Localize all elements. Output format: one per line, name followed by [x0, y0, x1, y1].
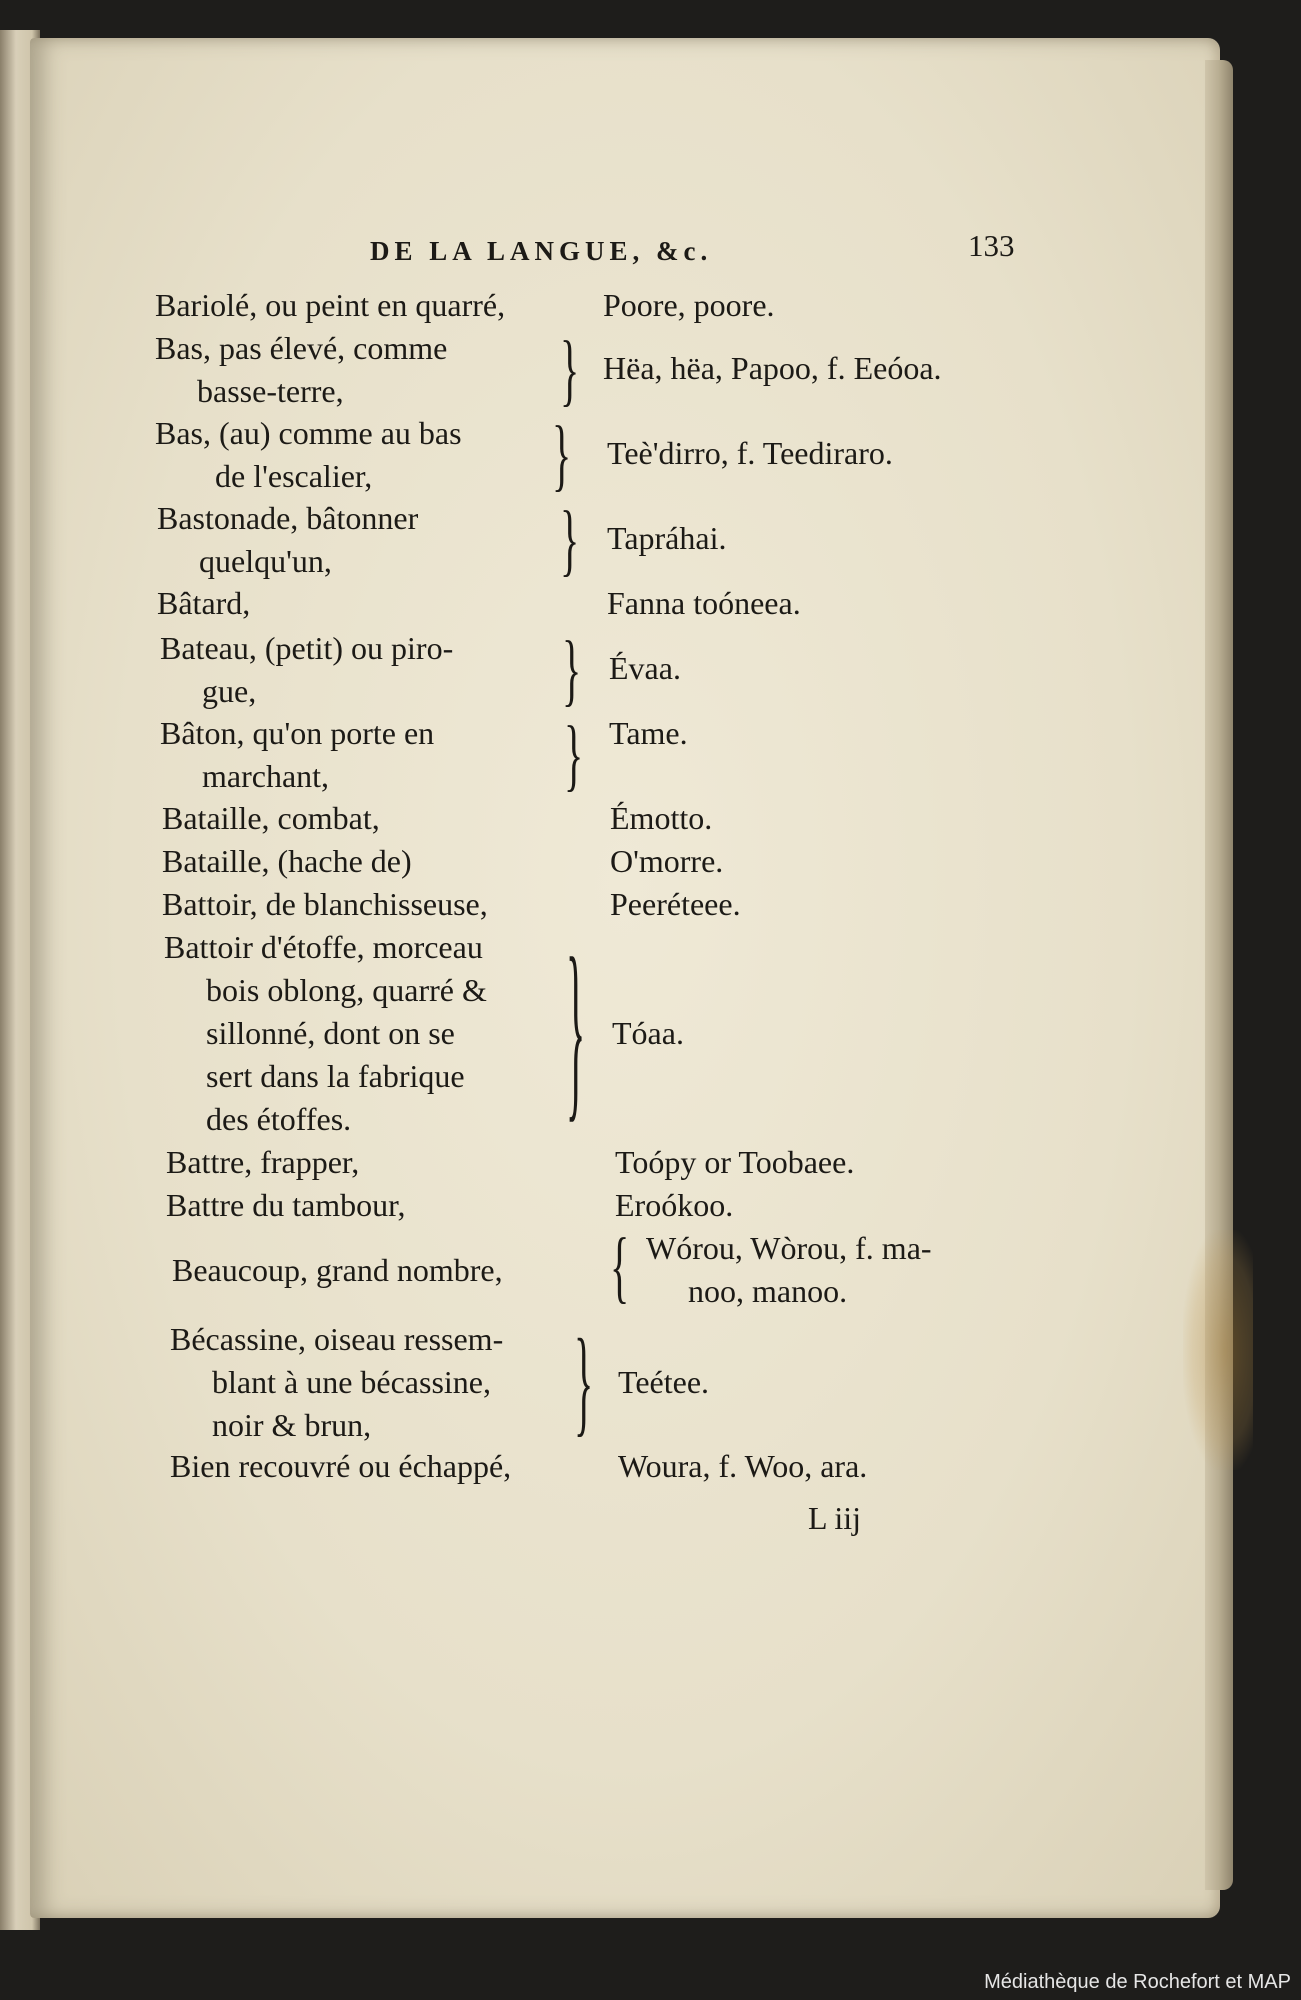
signature-mark: L iij [808, 1500, 862, 1536]
tahitian-term: Tóaa. [612, 1015, 684, 1051]
brace-icon: } [566, 915, 586, 1140]
tahitian-term: Wórou, Wòrou, f. ma- noo, manoo. [646, 1230, 932, 1309]
french-term: Bâtard, [157, 585, 251, 621]
brace-icon: { [610, 1221, 630, 1311]
tahitian-term: Toópy or Toobaee. [615, 1144, 855, 1180]
tahitian-term: Woura, f. Woo, ara. [618, 1448, 868, 1484]
brace-icon: } [552, 409, 572, 499]
brace-icon: } [562, 624, 582, 714]
french-term: Battre, frapper, [166, 1144, 360, 1180]
french-term: Battre du tambour, [166, 1187, 406, 1223]
tahitian-term: Teè'dirro, f. Teediraro. [607, 435, 893, 471]
french-term: Bâton, qu'on porte en marchant, [160, 715, 435, 794]
french-term: Bastonade, bâtonner quelqu'un, [157, 500, 419, 579]
french-term: Beaucoup, grand nombre, [172, 1252, 503, 1288]
brace-icon: } [564, 709, 584, 799]
brace-icon: } [574, 1313, 594, 1448]
brace-icon: } [560, 494, 580, 584]
french-term: Bécassine, oiseau ressem- blant à une bécassine, noir & brun, [170, 1321, 504, 1443]
tahitian-term: Tame. [609, 715, 688, 751]
french-term: Bariolé, ou peint en quarré, [155, 287, 506, 323]
french-term: Bataille, (hache de) [162, 843, 412, 879]
french-term: Bien recouvré ou échappé, [170, 1448, 512, 1484]
french-term: Battoir, de blanchisseuse, [162, 886, 488, 922]
tahitian-term: Peeréteee. [610, 886, 741, 922]
tahitian-term: Fanna toóneea. [607, 585, 801, 621]
tahitian-term: Tapráhai. [607, 520, 727, 556]
tahitian-term: Émotto. [610, 800, 713, 836]
french-term: Bataille, combat, [162, 800, 380, 836]
tahitian-term: Poore, poore. [603, 287, 775, 323]
tahitian-term: Eroókoo. [615, 1187, 734, 1223]
image-credit: Médiathèque de Rochefort et MAP [984, 1971, 1291, 1993]
tahitian-term: Évaa. [609, 650, 681, 686]
page-number: 133 [968, 228, 1015, 263]
french-term: Bas, (au) comme au bas de l'escalier, [155, 415, 462, 494]
tahitian-term: Hëa, hëa, Papoo, f. Eeóoa. [603, 350, 942, 386]
tahitian-term: O'morre. [610, 843, 724, 879]
tahitian-term: Teétee. [618, 1364, 710, 1400]
french-term: Bas, pas élevé, comme basse-terre, [155, 330, 448, 409]
brace-icon: } [560, 324, 580, 414]
running-header: DE LA LANGUE, &c. [370, 236, 713, 266]
french-term: Bateau, (petit) ou piro- gue, [160, 630, 454, 709]
french-term: Battoir d'étoffe, morceau bois oblong, quarré & sillonné, dont on se sert dans la fabrique des étoffes. [164, 929, 487, 1137]
